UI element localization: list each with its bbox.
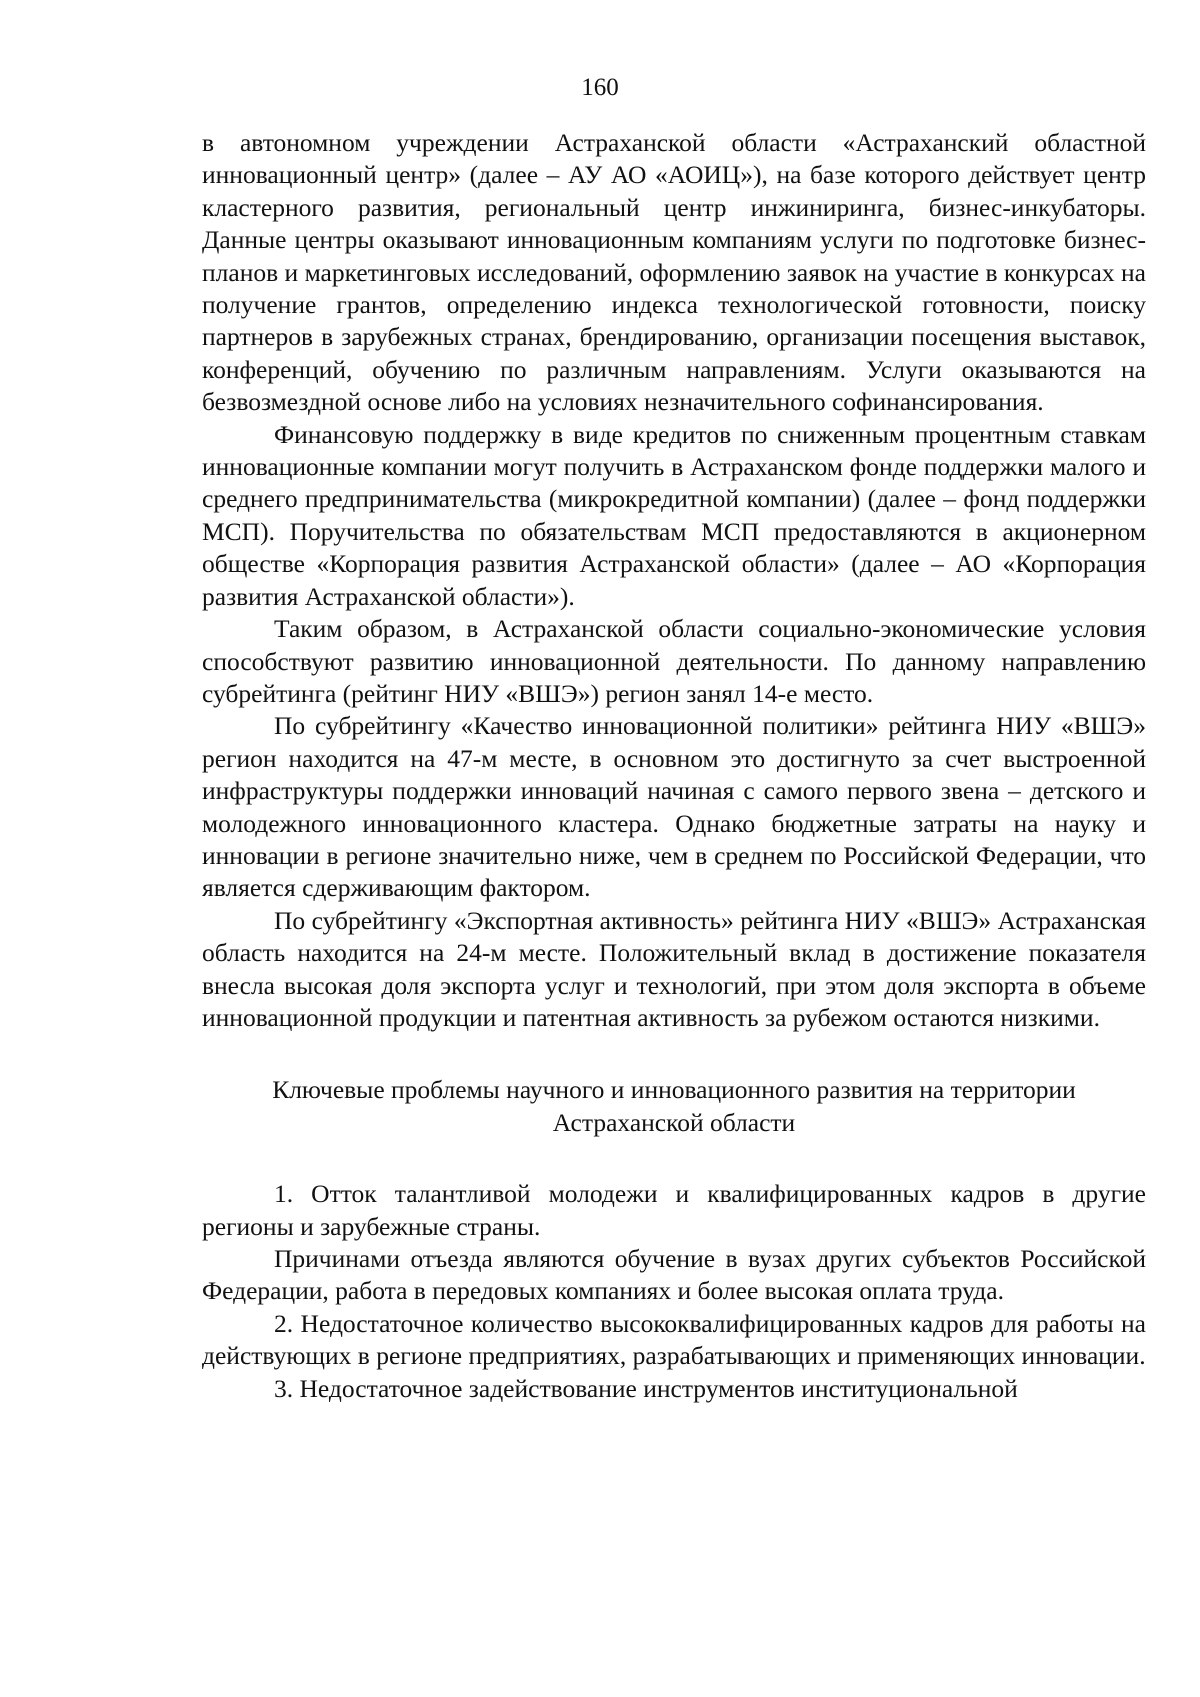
problem-item-3: 3. Недостаточное задействование инструментов институциональной bbox=[274, 1373, 1018, 1403]
problem-item-2: 2. Недостаточное количество высококвалифицированных кадров для работы на действующих в регионе предприятиях, разрабатывающих и применяющих инновации. bbox=[202, 1308, 1146, 1371]
paragraph-export-activity: По субрейтингу «Экспортная активность» рейтинга НИУ «ВШЭ» Астраханская область находится на 24-м месте. Положительный вклад в достижение показателя внесла высокая доля экспорта услуг и технологий, при этом доля экспорта в объеме инновационной продукции и патентная активность за рубежом остаются низкими. bbox=[202, 905, 1146, 1032]
paragraph-innovation-policy: По субрейтингу «Качество инновационной политики» рейтинга НИУ «ВШЭ» регион находится на 47-м месте, в основном это достигнуто за счет выстроенной инфраструктуры поддержки инноваций начиная с самого первого звена – детского и молодежного инновационного кластера. Однако бюджетные затраты на науку и инновации в регионе значительно ниже, чем в среднем по Российской Федерации, что является сдерживающим фактором. bbox=[202, 711, 1146, 903]
section-heading bbox=[202, 1074, 1146, 1139]
paragraph-financial-support: Финансовую поддержку в виде кредитов по сниженным процентным ставкам инновационные компании могут получить в Астраханском фонде поддержки малого и среднего предпринимательства (микрокредитной компании) (далее – фонд поддержки МСП). Поручительства по обязательствам МСП предоставляются в акционерном обществе «Корпорация развития Астраханской области» (далее – АО «Корпорация развития Астраханской области»). bbox=[202, 419, 1146, 611]
page-number: 160 bbox=[581, 74, 619, 101]
section-heading-line-1: Ключевые проблемы научного и инновационного развития на территории bbox=[272, 1075, 1076, 1105]
problem-1-reasons: Причинами отъезда являются обучение в вузах других субъектов Российской Федерации, работа в передовых компаниях и более высокая оплата труда. bbox=[202, 1244, 1146, 1306]
paragraph-conclusion: Таким образом, в Астраханской области социально-экономические условия способствуют развитию инновационной деятельности. По данному направлению субрейтинга (рейтинг НИУ «ВШЭ») регион занял 14-е место. bbox=[202, 614, 1146, 708]
paragraph-continuation: в автономном учреждении Астраханской области «Астраханский областной инновационный центр» (далее – АУ АО «АОИЦ»), на базе которого действует центр кластерного развития, региональный центр инжиниринга, бизнес-инкубаторы. Данные центры оказывают инновационным компаниям услуги по подготовке бизнес-планов и маркетинговых исследований, оформлению заявок на участие в конкурсах на получение грантов, определению индекса технологической готовности, поиску партнеров в зарубежных странах, брендированию, организации посещения выставок, конференций, обучению по различным направлениям. Услуги оказываются на безвозмездной основе либо на условиях незначительного софинансирования. bbox=[202, 128, 1146, 417]
problem-item-1: 1. Отток талантливой молодежи и квалифицированных кадров в другие регионы и зарубежные страны. bbox=[202, 1179, 1146, 1241]
document-body bbox=[202, 127, 1146, 1405]
section-heading-line-2: Астраханской области bbox=[552, 1107, 796, 1137]
